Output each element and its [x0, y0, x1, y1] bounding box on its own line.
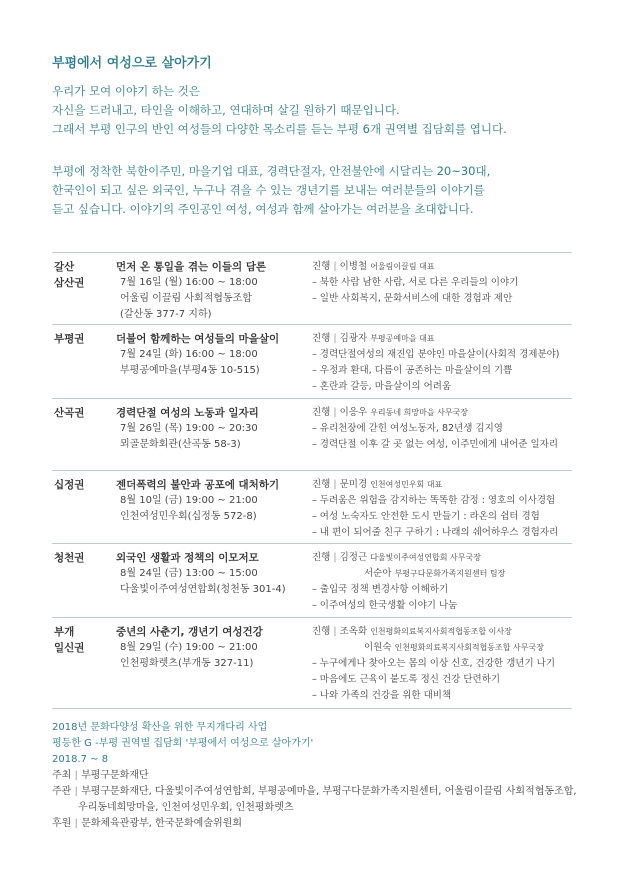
- event-info: [116, 259, 316, 323]
- host-info: [312, 259, 574, 307]
- host-name: 김광자: [339, 333, 368, 344]
- intro-paragraph-1: [52, 82, 507, 139]
- event-info: [116, 624, 316, 672]
- event-address: (갈산동 377-7 지하): [120, 309, 212, 320]
- host-line: 진행 | 이병철 어울림이끌림 대표: [312, 261, 435, 272]
- host-label: 진행: [312, 261, 331, 272]
- credit-value: 부평구문화재단: [81, 770, 149, 781]
- page-title: 부평에서 여성으로 살아가기: [52, 56, 212, 71]
- schedule-row: [52, 324, 572, 398]
- credit-label: 주최: [52, 770, 72, 781]
- event-title: 외국인 생활과 정책의 이모저모: [116, 552, 259, 564]
- host-org: 인천여성민우회 대표: [370, 480, 443, 489]
- host-line: 진행 | 김정근 다울빛이주여성연합회 사무국장: [312, 552, 481, 563]
- event-datetime: 8월 29일 (수) 19:00 ~ 21:00: [120, 642, 258, 653]
- topic-item: – 마음에도 근육이 붙도록 정신 건강 단련하기: [312, 674, 501, 685]
- topic-item: – 내 편이 되어줄 친구 구하기 : 나래의 쉐어하우스 경험자리: [312, 527, 559, 538]
- host-name: 문미경: [339, 479, 368, 490]
- host-label: 진행: [312, 333, 331, 344]
- host-name: 이원숙: [364, 642, 392, 653]
- host-line-extra: [312, 640, 574, 656]
- event-info: [116, 550, 316, 598]
- host-org: 부평구다문화가족지원센터 팀장: [394, 569, 506, 578]
- event-info: [116, 405, 316, 453]
- region-label: 산곡권: [54, 407, 85, 419]
- topic-item: – 경력단절 이후 갈 곳 없는 여성, 이주민에게 내어준 일자리: [312, 439, 559, 450]
- host-line: 진행 | 김광자 부평공예마을 대표: [312, 333, 435, 344]
- region-label: 십정권: [54, 479, 85, 491]
- event-venue: 인천여성민우회(십정동 572-8): [120, 511, 257, 522]
- event-venue: 뫼골문화회관(산곡동 58-3): [120, 439, 241, 450]
- schedule-row: [52, 252, 572, 324]
- topic-item: – 일반 사회복지, 문화서비스에 대한 경험과 제안: [312, 293, 513, 304]
- topic-item: – 북한 사람 남한 사람, 서로 다른 우리들의 이야기: [312, 277, 519, 288]
- organizer-credit: 주관 | 부평구문화재단, 다울빛이주여성연합회, 부평공예마을, 부평구다문화가족지원센터, 어울림이끌림 사회적협동조합,: [52, 786, 577, 797]
- region-label: 부평권: [54, 333, 85, 345]
- project-name: 2018년 문화다양성 확산을 위한 무지개다리 사업: [52, 722, 268, 733]
- topic-item: – 유리천장에 갇힌 여성노동자, 82년생 김지영: [312, 423, 503, 434]
- host-label: 진행: [312, 552, 331, 563]
- credit-label: 후원: [52, 818, 72, 829]
- intro-paragraph-2: [52, 162, 490, 219]
- host-label: 진행: [312, 479, 331, 490]
- host-info: [312, 550, 574, 614]
- host-name: 김정근: [339, 552, 368, 563]
- host-line: 진행 | 조옥화 인천평화의료복지사회적협동조합 이사장: [312, 626, 512, 637]
- sponsor-credit: 후원 | 문화체육관광부, 한국문화예술위원회: [52, 818, 242, 829]
- event-venue: 다울빛이주여성연합회(청천동 301-4): [120, 584, 286, 595]
- host-info: [312, 405, 574, 453]
- intro-line: 그래서 부평 인구의 반인 여성들의 다양한 목소리를 듣는 부평 6개 권역별 집담회를 엽니다.: [52, 122, 507, 136]
- host-org: 어울림이끌림 대표: [370, 262, 435, 271]
- event-title: 경력단절 여성의 노동과 일자리: [116, 407, 259, 419]
- event-datetime: 8월 10일 (금) 19:00 ~ 21:00: [120, 495, 258, 506]
- host-line-extra: [312, 566, 574, 582]
- event-datetime: 7월 24일 (화) 16:00 ~ 18:00: [120, 349, 258, 360]
- topic-item: – 여성 노숙자도 안전한 도시 만들기 : 라온의 쉼터 경험: [312, 511, 540, 522]
- organizer-credit-cont: 우리동네희망마을, 인천여성민우회, 인천평화렛츠: [78, 802, 294, 813]
- host-name: 조옥화: [339, 626, 368, 637]
- topic-item: – 이주여성의 한국생활 이야기 나눔: [312, 600, 458, 611]
- region-label: 부개 일신권: [54, 626, 85, 654]
- schedule-row: [52, 470, 572, 543]
- event-info: [116, 477, 316, 525]
- topic-item: – 출입국 정책 변경사항 이해하기: [312, 584, 449, 595]
- event-title: 중년의 사춘기, 갱년기 여성건강: [116, 626, 263, 638]
- host-org: 부평공예마을 대표: [370, 334, 435, 343]
- topic-item: – 경력단절여성의 재진입 분야인 마을살이(사회적 경제분야): [312, 349, 560, 360]
- host-org: 우리동네 희망마을 사무국장: [370, 408, 469, 417]
- schedule-row: [52, 398, 572, 470]
- host-info: [312, 331, 574, 395]
- topic-item: – 우정과 환대, 다름이 공존하는 마을살이의 기쁨: [312, 365, 513, 376]
- credit-value: 문화체육관광부, 한국문화예술위원회: [81, 818, 242, 829]
- host-org: 인천평화의료복지사회적협동조합 이사장: [370, 627, 512, 636]
- host-name: 이응우: [339, 407, 368, 418]
- event-title: 먼저 온 통일을 겪는 이들의 담론: [116, 261, 267, 273]
- host-line: 진행 | 이응우 우리동네 희망마을 사무국장: [312, 407, 469, 418]
- schedule-row: [52, 543, 572, 617]
- host-org: 인천평화의료복지사회적협동조합 사무국장: [394, 643, 544, 652]
- host-name: 서순아: [364, 568, 392, 579]
- event-datetime: 7월 16일 (월) 16:00 ~ 18:00: [120, 277, 258, 288]
- topic-item: – 두려움은 위험을 감지하는 똑똑한 감정 : 영호의 이사경험: [312, 495, 556, 506]
- host-info: [312, 624, 574, 704]
- region-label: 갈산 삼산권: [54, 261, 85, 289]
- credit-value: 부평구문화재단, 다울빛이주여성연합회, 부평공예마을, 부평구다문화가족지원센터, 어울림이끌림 사회적협동조합,: [81, 786, 577, 797]
- intro-line: 우리가 모여 이야기 하는 것은: [52, 84, 200, 98]
- intro-line: 듣고 싶습니다. 이야기의 주인공인 여성, 여성과 함께 살아가는 여러분을 초대합니다.: [52, 202, 474, 216]
- event-name: 평등한 G -부평 권역별 집담회 '부평에서 여성으로 살아가기': [52, 738, 314, 749]
- intro-line: 자신을 드러내고, 타인을 이해하고, 연대하며 살길 원하기 때문입니다.: [52, 103, 400, 117]
- event-title: 젠더폭력의 불안과 공포에 대처하기: [116, 479, 280, 491]
- host-org: 다울빛이주여성연합회 사무국장: [370, 553, 481, 562]
- intro-line: 한국인이 되고 싶은 외국인, 누구나 겪을 수 있는 갱년기를 보내는 여러분들의 이야기를: [52, 183, 485, 197]
- event-venue: 인천평화렛츠(부개동 327-11): [120, 658, 254, 669]
- event-info: [116, 331, 316, 379]
- footer-credits: [52, 720, 592, 832]
- host-line: 진행 | 문미경 인천여성민우회 대표: [312, 479, 443, 490]
- event-datetime: 7월 26일 (목) 19:00 ~ 20:30: [120, 423, 258, 434]
- region-label: 청천권: [54, 552, 85, 564]
- host-label: 진행: [312, 407, 331, 418]
- event-venue: 부평공예마을(부평4동 10-515): [120, 365, 260, 376]
- host-name: 이병철: [339, 261, 368, 272]
- event-venue: 어울림 이끌림 사회적협동조합: [120, 293, 252, 304]
- topic-item: – 혼란과 갈등, 마을살이의 어려움: [312, 381, 452, 392]
- host-credit: 주최 | 부평구문화재단: [52, 770, 149, 781]
- event-title: 더불어 함께하는 여성들의 마을살이: [116, 333, 280, 345]
- topic-item: – 누구에게나 찾아오는 몸의 이상 신호, 건강한 갱년기 나기: [312, 658, 555, 669]
- schedule-row: [52, 617, 572, 709]
- event-dates: 2018.7 ~ 8: [52, 754, 109, 765]
- event-datetime: 8월 24일 (금) 13:00 ~ 15:00: [120, 568, 258, 579]
- host-label: 진행: [312, 626, 331, 637]
- schedule-table: [52, 252, 572, 709]
- intro-line: 부평에 정착한 북한이주민, 마을기업 대표, 경력단절자, 안전불안에 시달리는 20~30대,: [52, 164, 491, 178]
- topic-item: – 나와 가족의 건강을 위한 대비책: [312, 690, 452, 701]
- credit-label: 주관: [52, 786, 72, 797]
- host-info: [312, 477, 574, 541]
